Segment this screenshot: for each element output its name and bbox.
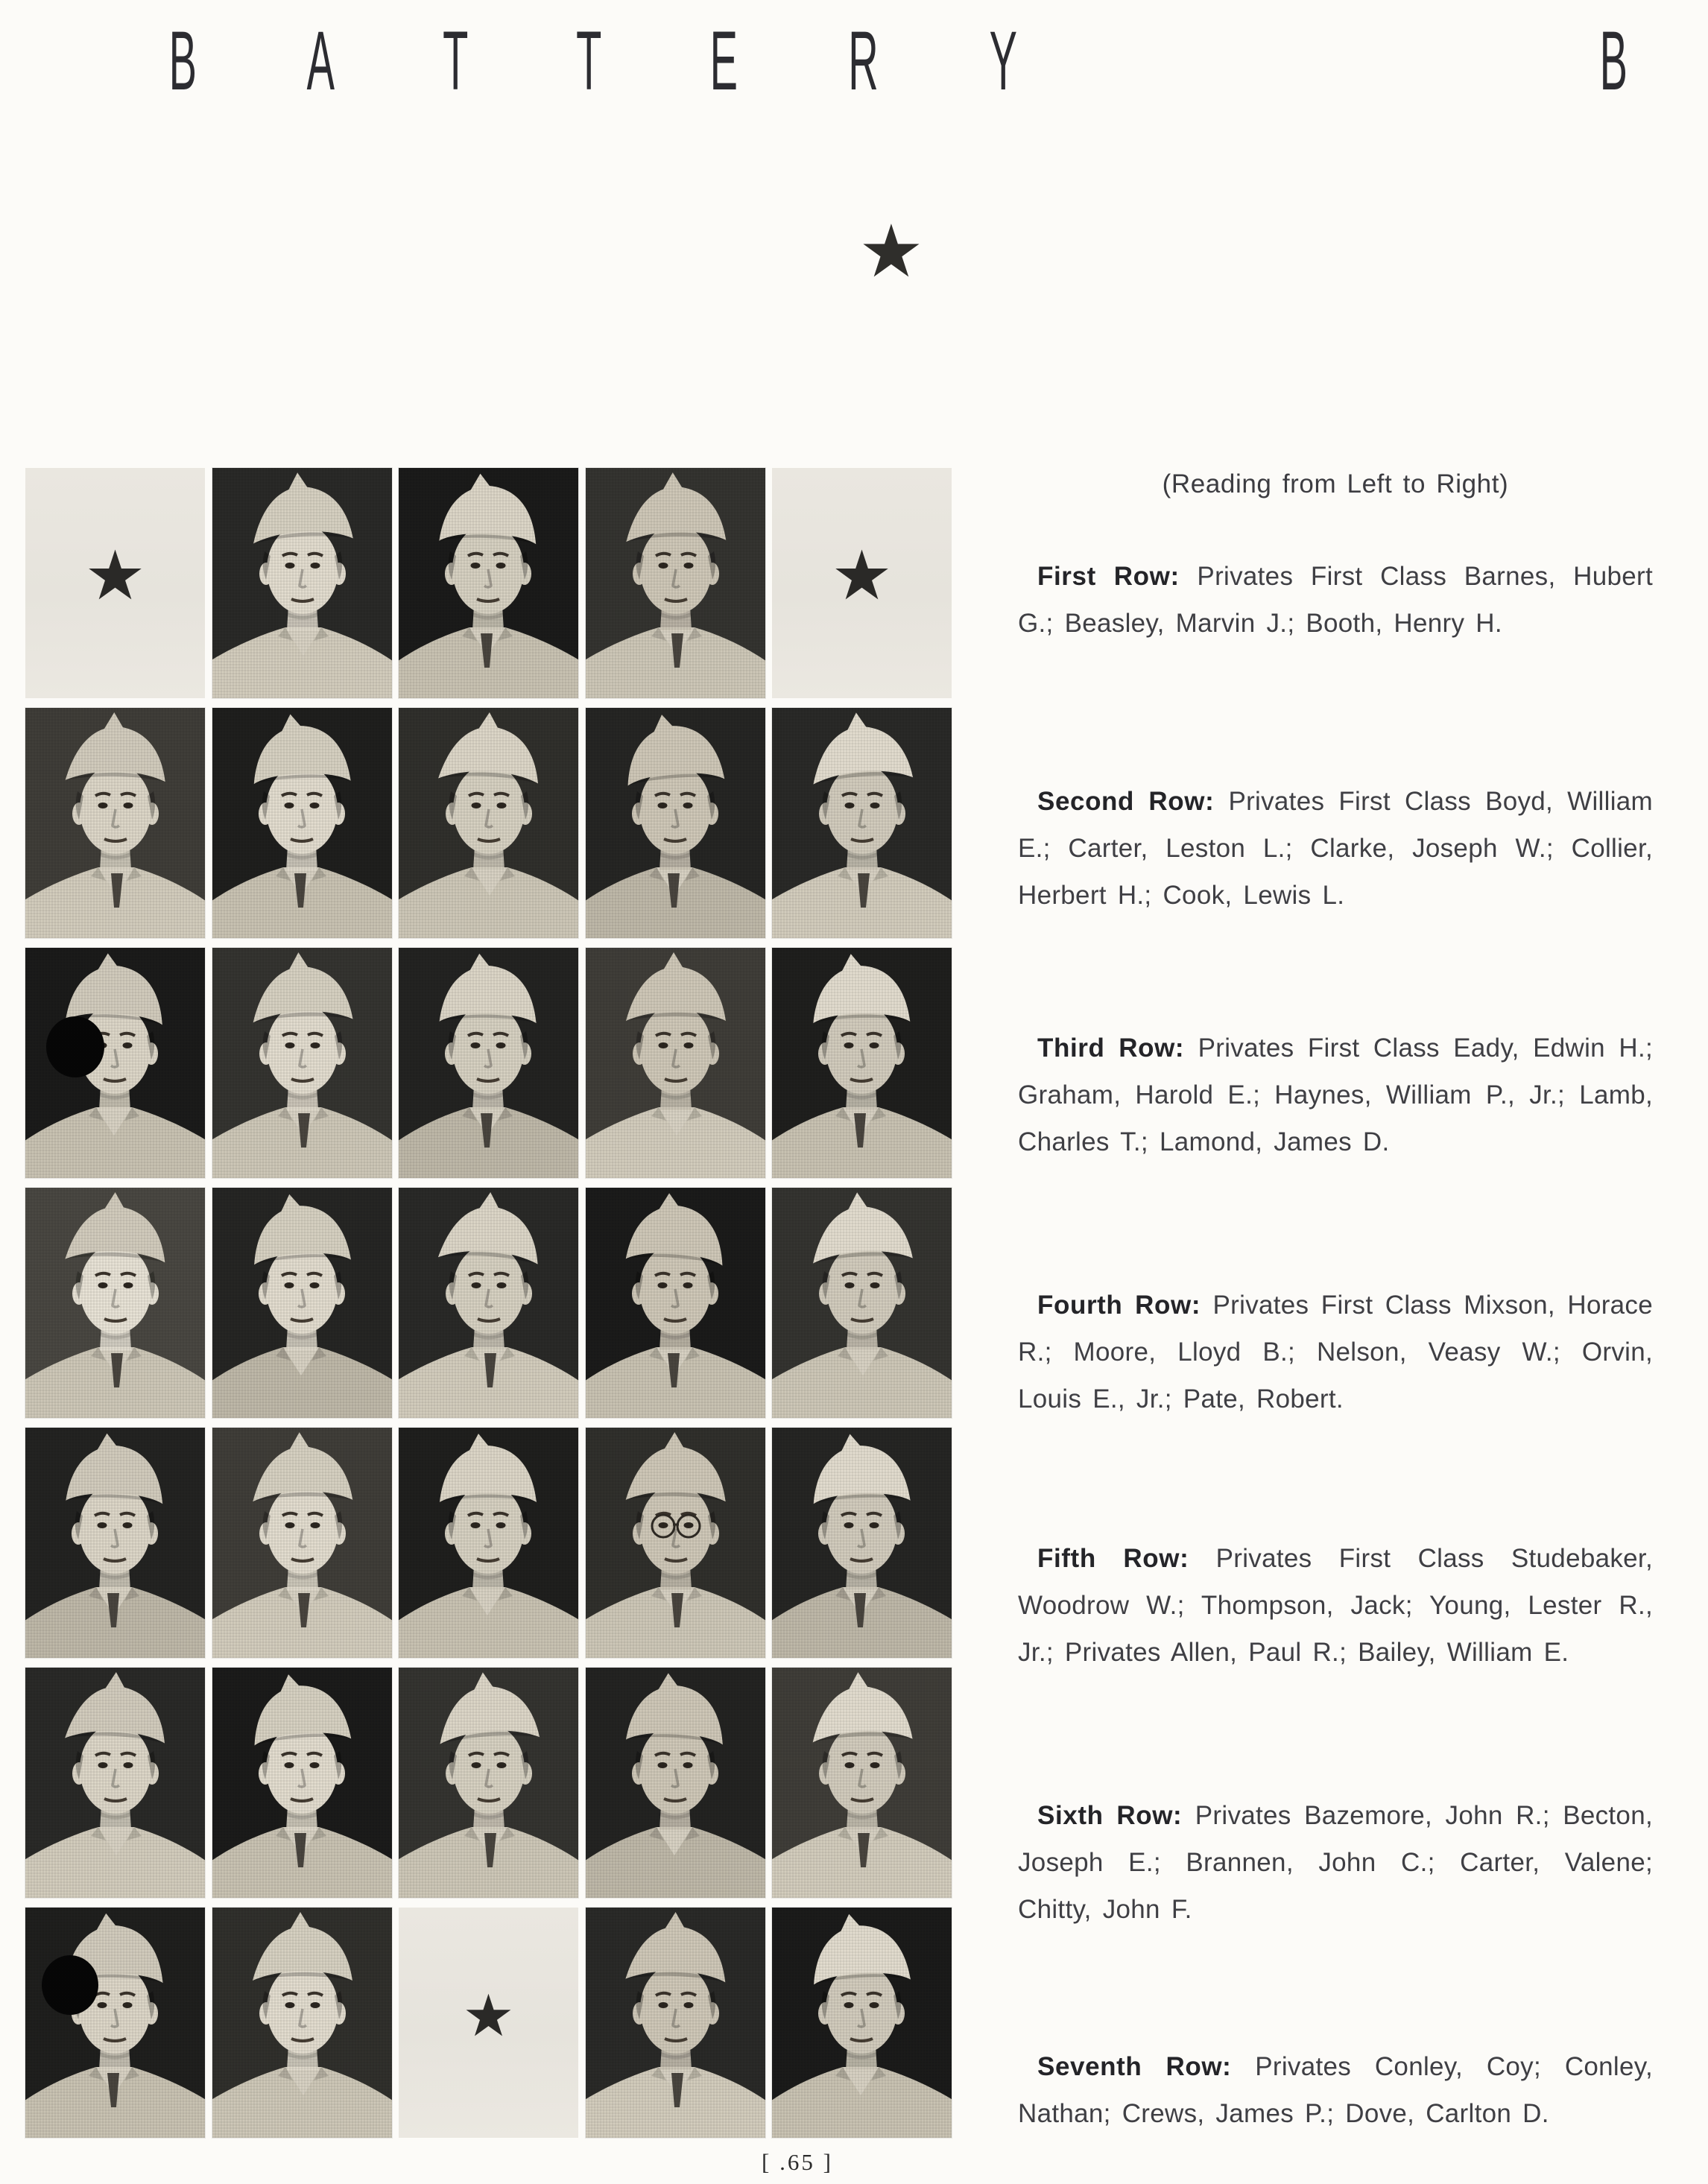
roster-row-names: Privates Bazemore, John R.; Becton, Joseph E.; Brannen, John C.; Carter, Valene; Chitty, John F.: [1018, 1801, 1653, 1924]
blank-star-cell: [25, 468, 205, 698]
page-title-battery-letter: B: [1599, 14, 1628, 107]
roster-row-label: Fifth Row:: [1037, 1544, 1189, 1573]
portrait-photo: [212, 1668, 392, 1898]
roster-row-label: Seventh Row:: [1037, 2052, 1232, 2081]
roster-row-names: Privates First Class Boyd, William E.; Carter, Leston L.; Clarke, Joseph W.; Collier, Herbert H.; Cook, Lewis L.: [1018, 787, 1654, 910]
portrait-photo: [212, 468, 392, 698]
portrait-photo: [25, 1188, 205, 1418]
roster-row-names: Privates First Class Studebaker, Woodrow W.; Thompson, Jack; Young, Lester R., Jr.; Privates Allen, Paul R.; Bailey, William E.: [1018, 1544, 1653, 1667]
portrait-photo: [772, 1428, 952, 1658]
portrait-photo: [586, 1428, 765, 1658]
roster-row: [1018, 553, 1653, 647]
title-letter: Y: [989, 14, 1018, 107]
portrait-photo: [399, 1188, 578, 1418]
title-letter: E: [709, 14, 738, 107]
roster-row-names: Privates Conley, Coy; Conley, Nathan; Crews, James P.; Dove, Carlton D.: [1018, 2052, 1653, 2128]
portrait-photo: [212, 1188, 392, 1418]
portrait-photo: [212, 708, 392, 938]
portrait-photo: [772, 1188, 952, 1418]
portrait-photo: [772, 1908, 952, 2138]
roster-row-label: Sixth Row:: [1037, 1801, 1183, 1830]
portrait-photo: [399, 1428, 578, 1658]
portrait-photo: [25, 1908, 205, 2138]
title-letter: R: [848, 14, 879, 107]
portrait-photo: [212, 948, 392, 1178]
portrait-photo: [25, 1428, 205, 1658]
roster-row: [1018, 778, 1653, 919]
title-letter: T: [575, 14, 601, 107]
roster-row: [1018, 2043, 1653, 2137]
portrait-photo: [25, 1668, 205, 1898]
portrait-photo: [399, 948, 578, 1178]
portrait-photo: [25, 708, 205, 938]
portrait-photo: [772, 948, 952, 1178]
roster-row-names: Privates First Class Mixson, Horace R.; Moore, Lloyd B.; Nelson, Veasy W.; Orvin, Louis E., Jr.; Pate, Robert.: [1018, 1291, 1653, 1414]
portrait-photo: [586, 1668, 765, 1898]
portrait-photo: [399, 708, 578, 938]
portrait-photo: [586, 708, 765, 938]
roster-row: [1018, 1282, 1653, 1422]
portrait-photo: [586, 1908, 765, 2138]
blank-star-cell: [772, 468, 952, 698]
portrait-photo: [772, 1668, 952, 1898]
page-title: [155, 14, 1031, 107]
portrait-photo: [399, 1668, 578, 1898]
roster-row-label: First Row:: [1037, 562, 1180, 591]
portrait-photo: [586, 1188, 765, 1418]
page-number: [ .65 ]: [762, 2149, 833, 2175]
title-letter: T: [443, 14, 469, 107]
portrait-photo: [586, 948, 765, 1178]
roster-row-label: Fourth Row:: [1037, 1291, 1201, 1320]
roster-row: [1018, 1535, 1653, 1676]
hole-punch: [42, 1955, 98, 2015]
roster-row: [1018, 1025, 1653, 1165]
star-icon: ★: [831, 537, 893, 614]
roster-heading: (Reading from Left to Right): [1162, 469, 1509, 498]
hole-punch: [46, 1016, 104, 1077]
blank-star-cell: [399, 1908, 578, 2138]
star-icon: ★: [462, 1982, 515, 2048]
title-letter: A: [306, 14, 335, 107]
star-icon: ★: [84, 537, 146, 614]
roster-row-names: Privates First Class Eady, Edwin H.; Graham, Harold E.; Haynes, William P., Jr.; Lamb, Charles T.; Lamond, James D.: [1018, 1034, 1653, 1156]
portrait-photo: [772, 708, 952, 938]
roster-row-label: Third Row:: [1037, 1034, 1185, 1063]
roster-row-names: Privates First Class Barnes, Hubert G.; Beasley, Marvin J.; Booth, Henry H.: [1018, 562, 1654, 638]
portrait-photo: [399, 468, 578, 698]
decorative-star-icon: ★: [858, 210, 924, 292]
roster-row-label: Second Row:: [1037, 787, 1215, 816]
portrait-photo: [212, 1908, 392, 2138]
portrait-photo: [25, 948, 205, 1178]
portrait-photo: [212, 1428, 392, 1658]
roster-row: [1018, 1792, 1653, 1933]
title-letter: B: [168, 14, 197, 107]
portrait-photo: [586, 468, 765, 698]
